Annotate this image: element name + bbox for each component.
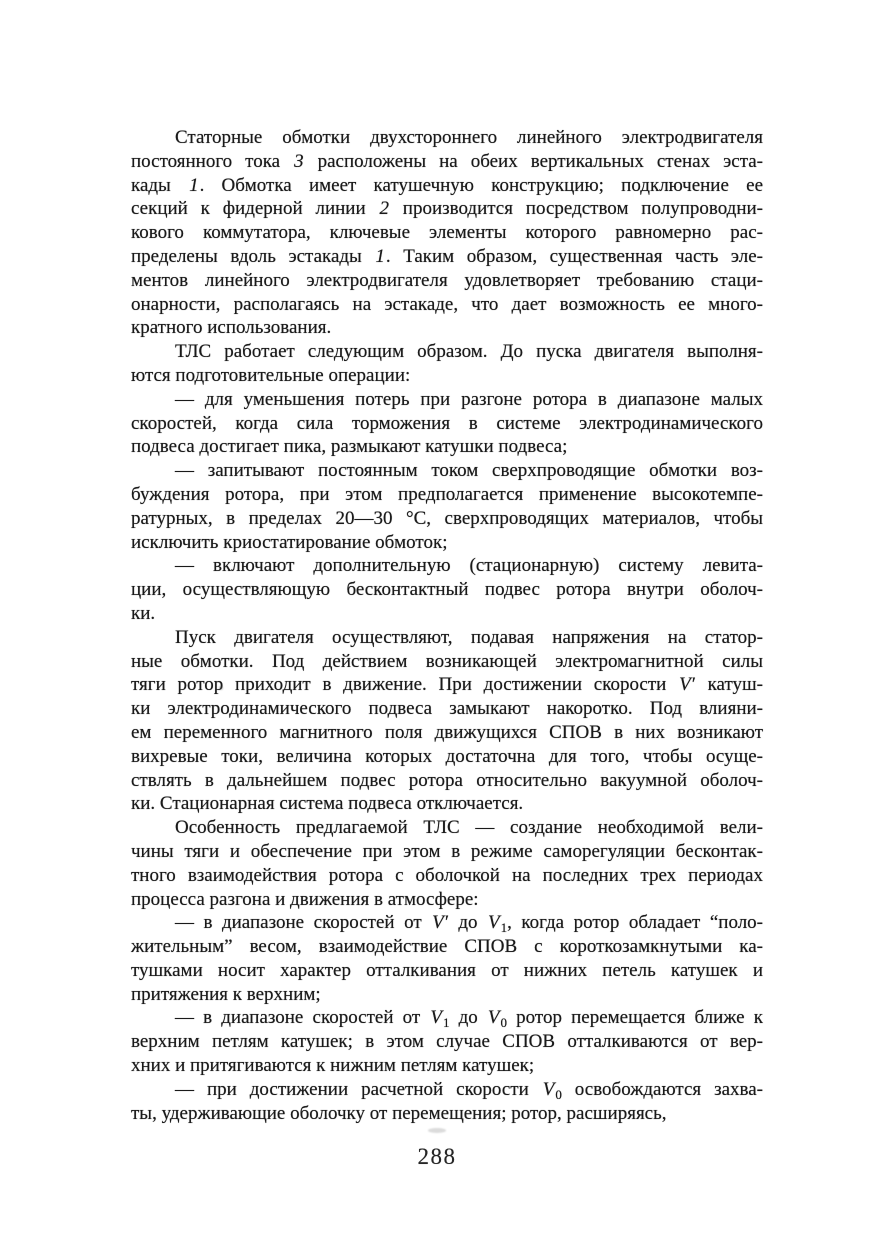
text-line: ствлять в дальнейшем подвес ротора относительно вакуумной оболоч-	[131, 769, 763, 791]
italic-symbol: V′	[432, 912, 448, 934]
subscript: 0	[500, 1015, 508, 1031]
text-line: верхним петлям катушек; в этом случае СПОВ отталкиваются от вер-	[131, 1031, 763, 1053]
italic-symbol: 3	[294, 150, 304, 172]
text-line: — в диапазоне скоростей от $V_1$ до $V_0$ ротор перемещается ближе к	[175, 1007, 763, 1031]
text-line: ки электродинамического подвеса замыкают накоротко. Под влияни-	[131, 698, 763, 720]
text-line: ки. Стационарная система подвеса отключается.	[131, 793, 524, 815]
body-text	[131, 126, 763, 1125]
text-line: секций к фидерной линии 2 производится посредством полупроводни-	[131, 198, 763, 220]
text-line: Пуск двигателя осуществляют, подавая напряжения на статор-	[175, 626, 763, 648]
text-line: подвеса достигает пика, размыкают катушки подвеса;	[131, 436, 568, 458]
text-line: вихревые токи, величина которых достаточна для того, чтобы осуще-	[131, 745, 763, 767]
italic-symbol: V	[542, 1078, 555, 1100]
text-line: — при достижении расчетной скорости $V_0$ освобождаются захва-	[175, 1078, 763, 1102]
italic-symbol: 1	[375, 245, 385, 267]
text-line: кового коммутатора, ключевые элементы которого равномерно рас-	[131, 222, 763, 244]
scan-artifact	[219, 686, 223, 690]
italic-symbol: V	[430, 1007, 442, 1029]
text-line: буждения ротора, при этом предполагается применение высокотемпе-	[131, 483, 763, 505]
text-line: чины тяги и обеспечение при этом в режиме саморегуляции бесконтак-	[131, 840, 763, 862]
subscript: 1	[500, 920, 508, 936]
italic-symbol: 1	[189, 174, 199, 196]
text-line: — включают дополнительную (стационарную) систему левита-	[175, 555, 763, 577]
text-line: онарности, располагаясь на эстакаде, что дает возможность ее много-	[131, 293, 763, 315]
text-line: ты, удерживающие оболочку от перемещения; ротор, расширяясь,	[131, 1102, 667, 1124]
text-line: притяжения к верхним;	[131, 983, 321, 1005]
text-line: — для уменьшения потерь при разгоне ротора в диапазоне малых	[175, 388, 763, 410]
text-line: Статорные обмотки двухстороннего линейного электродвигателя	[175, 127, 763, 148]
text-line: ции, осуществляющую бесконтактный подвес ротора внутри оболоч-	[131, 579, 763, 601]
text-line: кратного использования.	[131, 317, 332, 339]
italic-symbol: V	[488, 912, 500, 934]
text-line: ментов линейного электродвигателя удовлетворяет требованию стаци-	[131, 269, 763, 291]
scan-artifact	[428, 1128, 446, 1133]
text-line: ратурных, в пределах 20—30 °С, сверхпроводящих материалов, чтобы	[131, 507, 763, 529]
text-line: ТЛС работает следующим образом. До пуска двигателя выполня-	[175, 341, 763, 363]
text-line: кады 1. Обмотка имеет катушечную конструкцию; подключение ее	[131, 174, 764, 196]
text-line: тушками носит характер отталкивания от нижних петель катушек и	[131, 959, 763, 981]
text-line: жительным” весом, взаимодействие СПОВ с короткозамкнутыми ка-	[131, 936, 763, 958]
text-line: пределены вдоль эстакады 1. Таким образом, существенная часть эле-	[131, 245, 763, 267]
subscript: 0	[555, 1086, 562, 1102]
text-line: ются подготовительные операции:	[131, 364, 411, 386]
subscript: 1	[442, 1015, 450, 1031]
italic-symbol: 2	[379, 198, 389, 220]
page-number: 288	[417, 1144, 457, 1169]
text-line: хних и притягиваются к нижним петлям катушек;	[131, 1055, 535, 1077]
text-line: тного взаимодействия ротора с оболочкой на последних трех периодах	[131, 864, 763, 886]
text-line: ем переменного магнитного поля движущихся СПОВ в них возникают	[131, 721, 763, 743]
text-line: постоянного тока 3 расположены на обеих вертикальных стенах эста-	[131, 150, 763, 172]
text-line: Особенность предлагаемой ТЛС — создание необходимой вели-	[175, 817, 763, 839]
text-line: процесса разгона и движения в атмосфере:	[131, 888, 479, 910]
text-line: скоростей, когда сила торможения в системе электродинамического	[131, 412, 763, 434]
text-line: исключить криостатирование обмоток;	[131, 531, 448, 553]
text-line: тяги ротор приходит в движение. При достижении скорости V′ катуш-	[131, 674, 763, 696]
text-line: — в диапазоне скоростей от V′ до $V_1$, когда ротор обладает “поло-	[175, 912, 763, 936]
italic-symbol: V	[487, 1007, 500, 1029]
italic-symbol: V′	[679, 674, 695, 696]
text-line: ки.	[131, 602, 156, 624]
text-line: ные обмотки. Под действием возникающей электромагнитной силы	[131, 650, 763, 672]
scan-artifact	[481, 872, 485, 875]
text-line: — запитывают постоянным током сверхпроводящие обмотки воз-	[175, 460, 763, 482]
